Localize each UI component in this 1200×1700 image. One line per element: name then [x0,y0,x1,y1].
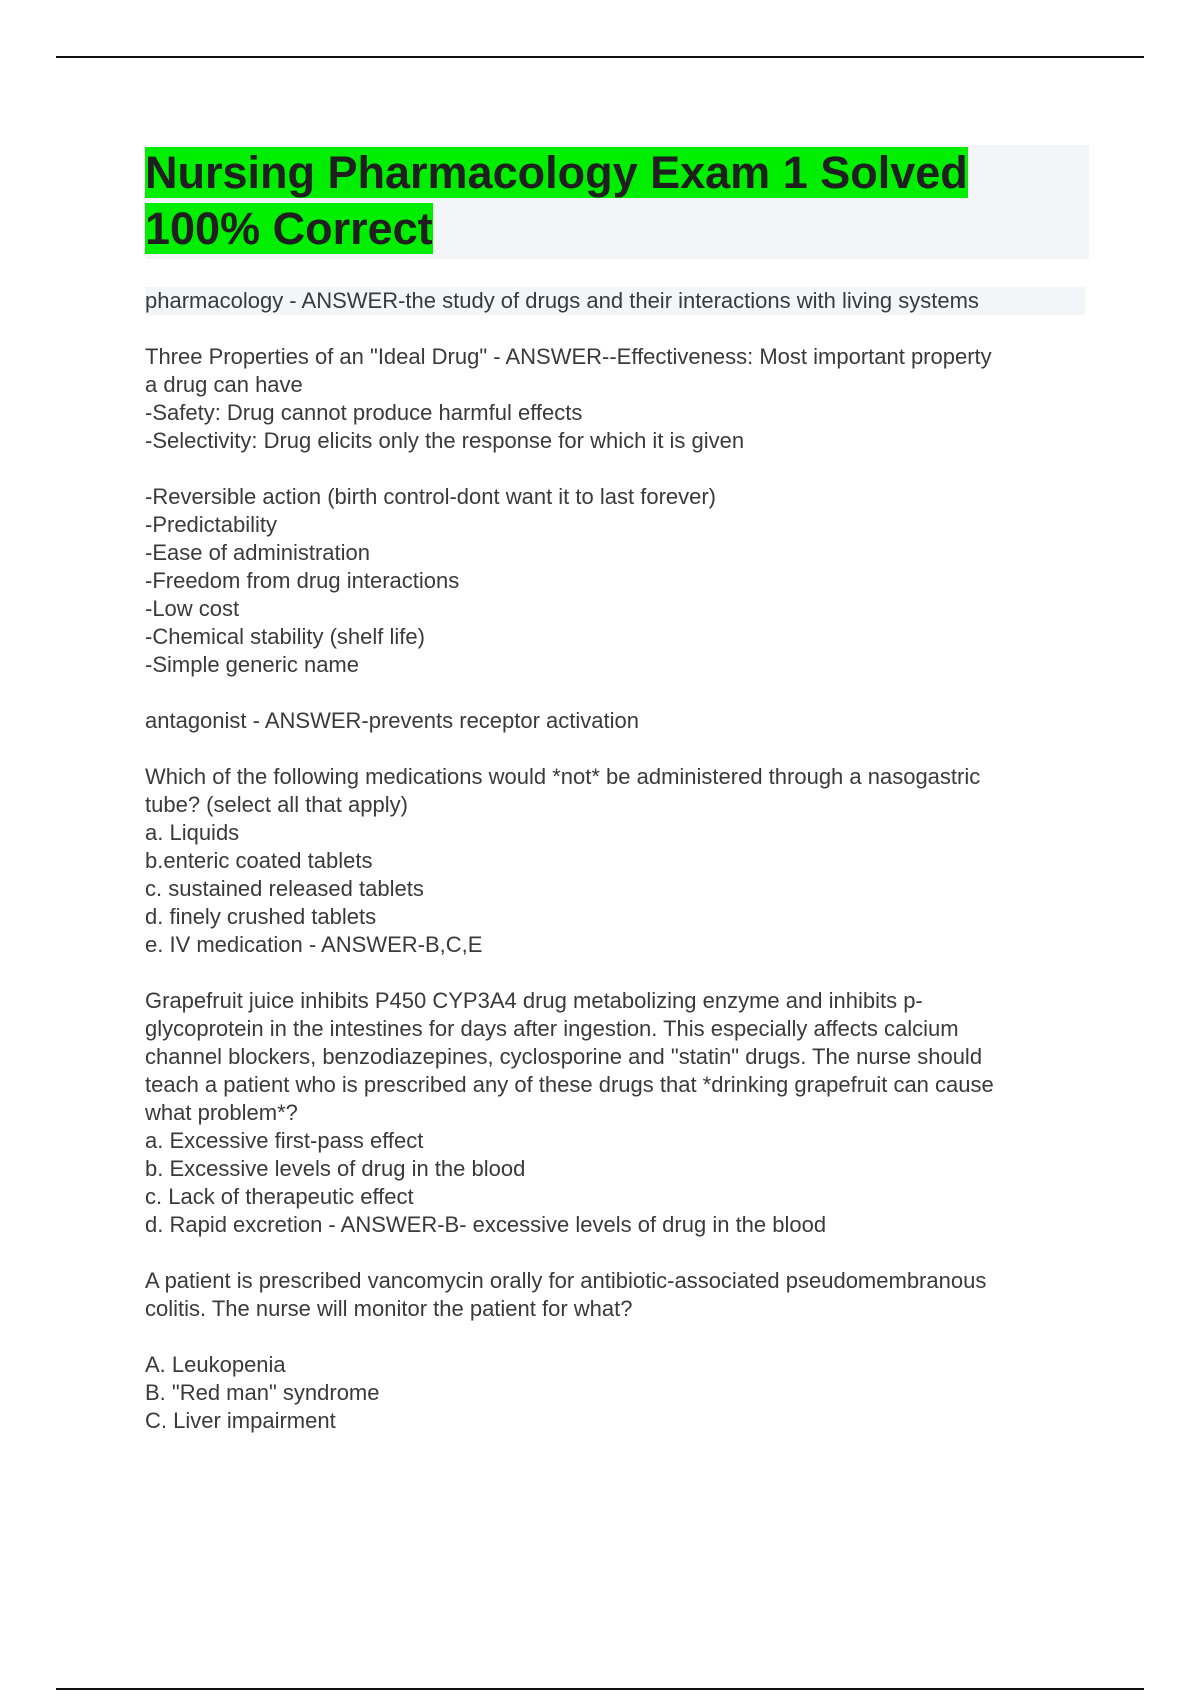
entry-line: -Ease of administration [145,540,370,565]
entry-line: -Low cost [145,596,240,621]
entry-line: colitis. The nurse will monitor the patient for what? [145,1296,633,1321]
entry-line: C. Liver impairment [145,1408,336,1433]
entry-line: -Freedom from drug interactions [145,568,460,593]
document-body [145,145,1085,1463]
entry-line: d. Rapid excretion - ANSWER-B- excessive levels of drug in the blood [145,1212,827,1237]
entry-line: pharmacology - ANSWER-the study of drugs and their interactions with living systems [145,287,1085,315]
document-title [145,145,1089,257]
top-rule [56,56,1144,58]
entry-line: b. Excessive levels of drug in the blood [145,1156,526,1181]
entry-line: e. IV medication - ANSWER-B,C,E [145,932,483,957]
entry-line: teach a patient who is prescribed any of these drugs that *drinking grapefruit can cause [145,1072,994,1097]
entry-line: a drug can have [145,372,303,397]
qa-entry-ideal-drug-list [145,483,1085,679]
entry-line: -Reversible action (birth control-dont want it to last forever) [145,484,717,509]
qa-entry-pharmacology [145,287,1085,315]
entry-line: -Chemical stability (shelf life) [145,624,425,649]
entry-line: -Selectivity: Drug elicits only the response for which it is given [145,428,745,453]
entry-line: -Predictability [145,512,278,537]
entry-line: -Safety: Drug cannot produce harmful effects [145,400,583,425]
title-block [145,145,1089,259]
entry-line: Three Properties of an "Ideal Drug" - ANSWER--Effectiveness: Most important property [145,344,992,369]
entry-line: what problem*? [145,1100,298,1125]
qa-entry-ideal-drug [145,343,1085,455]
bottom-rule [56,1688,1144,1690]
entry-line: Which of the following medications would *not* be administered through a nasogastric [145,764,981,789]
qa-entry-nasogastric [145,763,1085,959]
entry-line: antagonist - ANSWER-prevents receptor activation [145,708,640,733]
entry-line: -Simple generic name [145,652,359,677]
entry-line: A patient is prescribed vancomycin orally for antibiotic-associated pseudomembranous [145,1268,987,1293]
entry-line: c. sustained released tablets [145,876,424,901]
entry-line: A. Leukopenia [145,1352,286,1377]
entry-line: b.enteric coated tablets [145,848,373,873]
entry-line: d. finely crushed tablets [145,904,377,929]
entry-line: a. Liquids [145,820,240,845]
qa-entry-vancomycin-options [145,1351,1085,1435]
qa-entry-grapefruit [145,987,1085,1239]
entry-line: a. Excessive first-pass effect [145,1128,424,1153]
qa-entry-vancomycin [145,1267,1085,1323]
title-line-2: 100% Correct [145,203,433,254]
qa-entry-antagonist [145,707,1085,735]
entry-line: channel blockers, benzodiazepines, cyclosporine and "statin" drugs. The nurse should [145,1044,983,1069]
entry-line: tube? (select all that apply) [145,792,408,817]
entry-line: c. Lack of therapeutic effect [145,1184,414,1209]
entry-line: Grapefruit juice inhibits P450 CYP3A4 drug metabolizing enzyme and inhibits p- [145,988,923,1013]
entry-line: glycoprotein in the intestines for days after ingestion. This especially affects calcium [145,1016,959,1041]
title-line-1: Nursing Pharmacology Exam 1 Solved [145,147,968,198]
entry-line: B. "Red man" syndrome [145,1380,380,1405]
